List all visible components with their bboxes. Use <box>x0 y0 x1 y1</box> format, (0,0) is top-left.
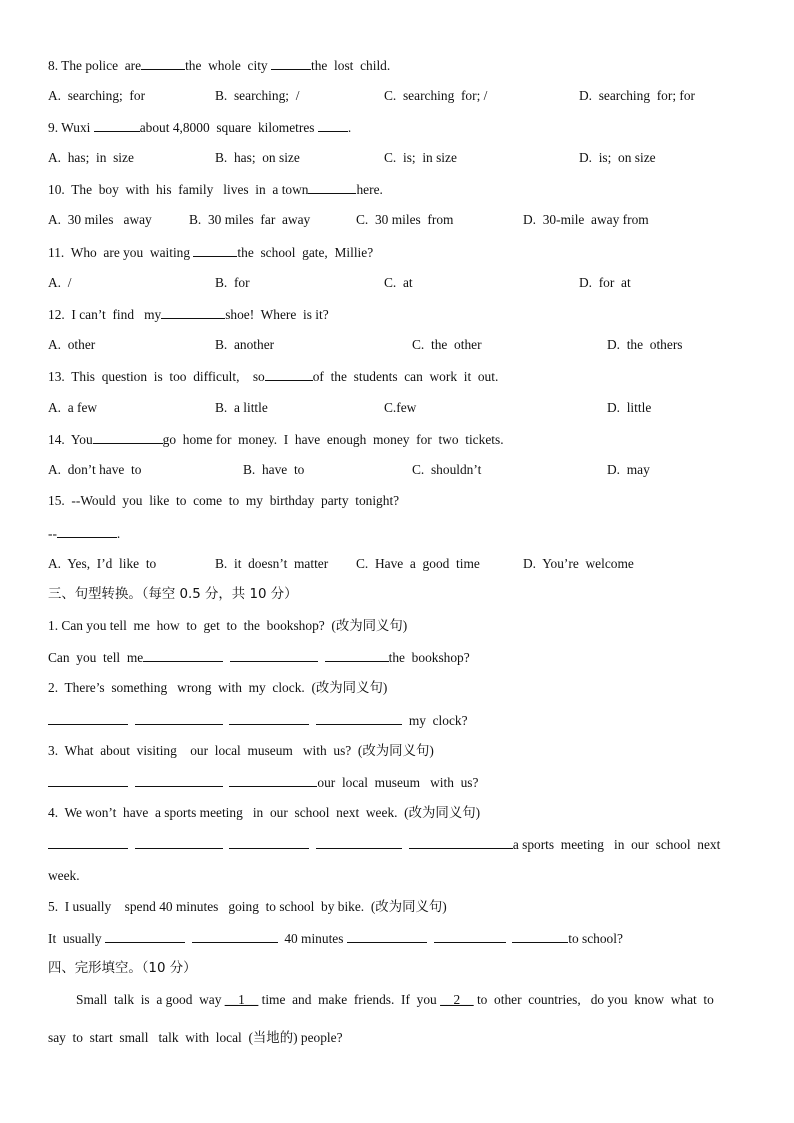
q10-stem-a: 10. The boy with his family lives in a town <box>48 182 309 197</box>
cloze-paragraph-line-2: say to start small talk with local (当地的) people? <box>48 1030 343 1045</box>
question-13 <box>48 367 498 386</box>
q10-option-d[interactable]: D. 30-mile away from <box>523 212 649 227</box>
answer-blank[interactable] <box>192 929 278 943</box>
answer-blank[interactable] <box>512 929 568 943</box>
q15-answer-prefix: -- <box>48 526 57 541</box>
cloze-blank-1[interactable]: __1__ <box>224 992 259 1007</box>
q9-stem-c: . <box>347 120 352 135</box>
cloze-text-b: time and make friends. If you <box>258 992 441 1007</box>
q8-stem-c: the lost child. <box>310 58 391 73</box>
q11-option-b[interactable]: B. for <box>215 275 250 290</box>
q13-option-b[interactable]: B. a little <box>215 400 268 415</box>
answer-blank[interactable] <box>48 773 128 787</box>
s3-q4-post: a sports meeting in our school next <box>512 837 721 852</box>
q9-stem-b: about 4,8000 square kilometres <box>139 120 318 135</box>
q11-stem-a: 11. Who are you waiting <box>48 245 194 260</box>
question-11 <box>48 243 373 262</box>
answer-blank[interactable] <box>229 835 309 849</box>
question-9 <box>48 118 351 137</box>
q9-option-c[interactable]: C. is; in size <box>384 150 457 165</box>
answer-blank[interactable] <box>105 929 185 943</box>
question-8 <box>48 56 390 75</box>
q14-option-c[interactable]: C. shouldn’t <box>412 462 482 477</box>
answer-blank[interactable] <box>141 56 185 70</box>
q9-stem-a: 9. Wuxi <box>48 120 94 135</box>
q11-option-d[interactable]: D. for at <box>579 275 631 290</box>
answer-blank[interactable] <box>434 929 506 943</box>
cloze-paragraph-line-1 <box>76 991 714 1009</box>
s3-q5-pre: It usually <box>48 931 105 946</box>
q8-option-b[interactable]: B. searching; / <box>215 88 300 103</box>
q11-option-c[interactable]: C. at <box>384 275 413 290</box>
answer-blank[interactable] <box>229 711 309 725</box>
q14-option-d[interactable]: D. may <box>607 462 650 477</box>
question-14 <box>48 430 504 449</box>
answer-blank[interactable] <box>325 648 389 662</box>
q8-option-a[interactable]: A. searching; for <box>48 88 146 103</box>
q15-option-a[interactable]: A. Yes, I’d like to <box>48 556 157 571</box>
s3-q3-post: our local museum with us? <box>317 775 479 790</box>
answer-blank[interactable] <box>48 835 128 849</box>
answer-blank[interactable] <box>230 648 318 662</box>
answer-blank[interactable] <box>318 118 348 132</box>
q15-option-d[interactable]: D. You’re welcome <box>523 556 634 571</box>
s3-q5-prompt: 5. I usually spend 40 minutes going to school by bike. (改为同义句) <box>48 899 447 914</box>
answer-blank[interactable] <box>265 367 313 381</box>
q13-option-a[interactable]: A. a few <box>48 400 98 415</box>
q10-option-c[interactable]: C. 30 miles from <box>356 212 454 227</box>
s3-q4-answer-line <box>48 835 720 854</box>
q9-option-d[interactable]: D. is; on size <box>579 150 656 165</box>
answer-blank[interactable] <box>229 773 317 787</box>
s3-q3-answer-line <box>48 773 478 792</box>
q10-option-b[interactable]: B. 30 miles far away <box>189 212 311 227</box>
q14-option-b[interactable]: B. have to <box>243 462 305 477</box>
answer-blank[interactable] <box>316 835 402 849</box>
s3-q1-pre: Can you tell me <box>48 650 144 665</box>
answer-blank[interactable] <box>135 711 223 725</box>
question-15: 15. --Would you like to come to my birthday party tonight? <box>48 493 400 508</box>
s3-q5-post: to school? <box>568 931 623 946</box>
s3-q2-post: my clock? <box>408 713 468 728</box>
q13-option-c[interactable]: C.few <box>384 400 417 415</box>
s3-q2-answer-line <box>48 711 468 730</box>
answer-blank[interactable] <box>193 243 237 257</box>
q11-option-a[interactable]: A. / <box>48 275 72 290</box>
answer-blank[interactable] <box>161 305 225 319</box>
answer-blank[interactable] <box>143 648 223 662</box>
q13-option-d[interactable]: D. little <box>607 400 652 415</box>
answer-blank[interactable] <box>135 773 223 787</box>
q12-option-c[interactable]: C. the other <box>412 337 482 352</box>
answer-blank[interactable] <box>93 430 163 444</box>
s3-q3-prompt: 3. What about visiting our local museum with us? (改为同义句) <box>48 743 434 758</box>
s3-q4-answer-continued: week. <box>48 868 80 883</box>
q11-stem-b: the school gate, Millie? <box>237 245 374 260</box>
q15-answer-line <box>48 524 120 543</box>
answer-blank[interactable] <box>308 180 356 194</box>
answer-blank[interactable] <box>347 929 427 943</box>
q15-answer-suffix: . <box>116 526 121 541</box>
cloze-text-a: Small talk is a good way <box>76 992 225 1007</box>
section-4-title: 四、完形填空。（10 分） <box>48 961 197 976</box>
q12-stem-a: 12. I can’t find my <box>48 307 162 322</box>
s3-q5-answer-line <box>48 929 623 948</box>
q8-stem-a: 8. The police are <box>48 58 142 73</box>
q14-option-a[interactable]: A. don’t have to <box>48 462 142 477</box>
q13-stem-b: of the students can work it out. <box>312 369 499 384</box>
q10-option-a[interactable]: A. 30 miles away <box>48 212 152 227</box>
q12-option-b[interactable]: B. another <box>215 337 275 352</box>
q14-stem-a: 14. You <box>48 432 93 447</box>
q8-stem-b: the whole city <box>185 58 271 73</box>
answer-blank[interactable] <box>409 835 513 849</box>
s3-q1-answer-line <box>48 648 470 667</box>
question-12 <box>48 305 329 324</box>
q13-stem-a: 13. This question is too difficult, so <box>48 369 265 384</box>
q9-option-b[interactable]: B. has; on size <box>215 150 300 165</box>
s3-q5-mid: 40 minutes <box>284 931 347 946</box>
q10-stem-b: here. <box>356 182 383 197</box>
q9-option-a[interactable]: A. has; in size <box>48 150 134 165</box>
q12-option-a[interactable]: A. other <box>48 337 96 352</box>
answer-blank[interactable] <box>271 56 311 70</box>
q8-option-d[interactable]: D. searching for; for <box>579 88 696 103</box>
q14-stem-b: go home for money. I have enough money for two tickets. <box>162 432 504 447</box>
s3-q1-post: the bookshop? <box>388 650 470 665</box>
answer-blank[interactable] <box>57 524 117 538</box>
s3-q1-prompt: 1. Can you tell me how to get to the bookshop? (改为同义句) <box>48 618 408 633</box>
section-3-title: 三、句型转换。（每空 0.5 分，共 10 分） <box>48 587 298 602</box>
s3-q4-prompt: 4. We won’t have a sports meeting in our school next week. (改为同义句) <box>48 805 481 820</box>
answer-blank[interactable] <box>316 711 402 725</box>
q12-option-d[interactable]: D. the others <box>607 337 683 352</box>
q12-stem-b: shoe! Where is it? <box>225 307 329 322</box>
q15-option-c[interactable]: C. Have a good time <box>356 556 480 571</box>
answer-blank[interactable] <box>135 835 223 849</box>
answer-blank[interactable] <box>48 711 128 725</box>
question-10 <box>48 180 383 199</box>
cloze-text-c: to other countries, do you know what to <box>473 992 714 1007</box>
q15-option-b[interactable]: B. it doesn’t matter <box>215 556 329 571</box>
s3-q2-prompt: 2. There’s something wrong with my clock. (改为同义句) <box>48 680 388 695</box>
cloze-blank-2[interactable]: __2__ <box>440 992 474 1007</box>
answer-blank[interactable] <box>94 118 140 132</box>
q8-option-c[interactable]: C. searching for; / <box>384 88 488 103</box>
